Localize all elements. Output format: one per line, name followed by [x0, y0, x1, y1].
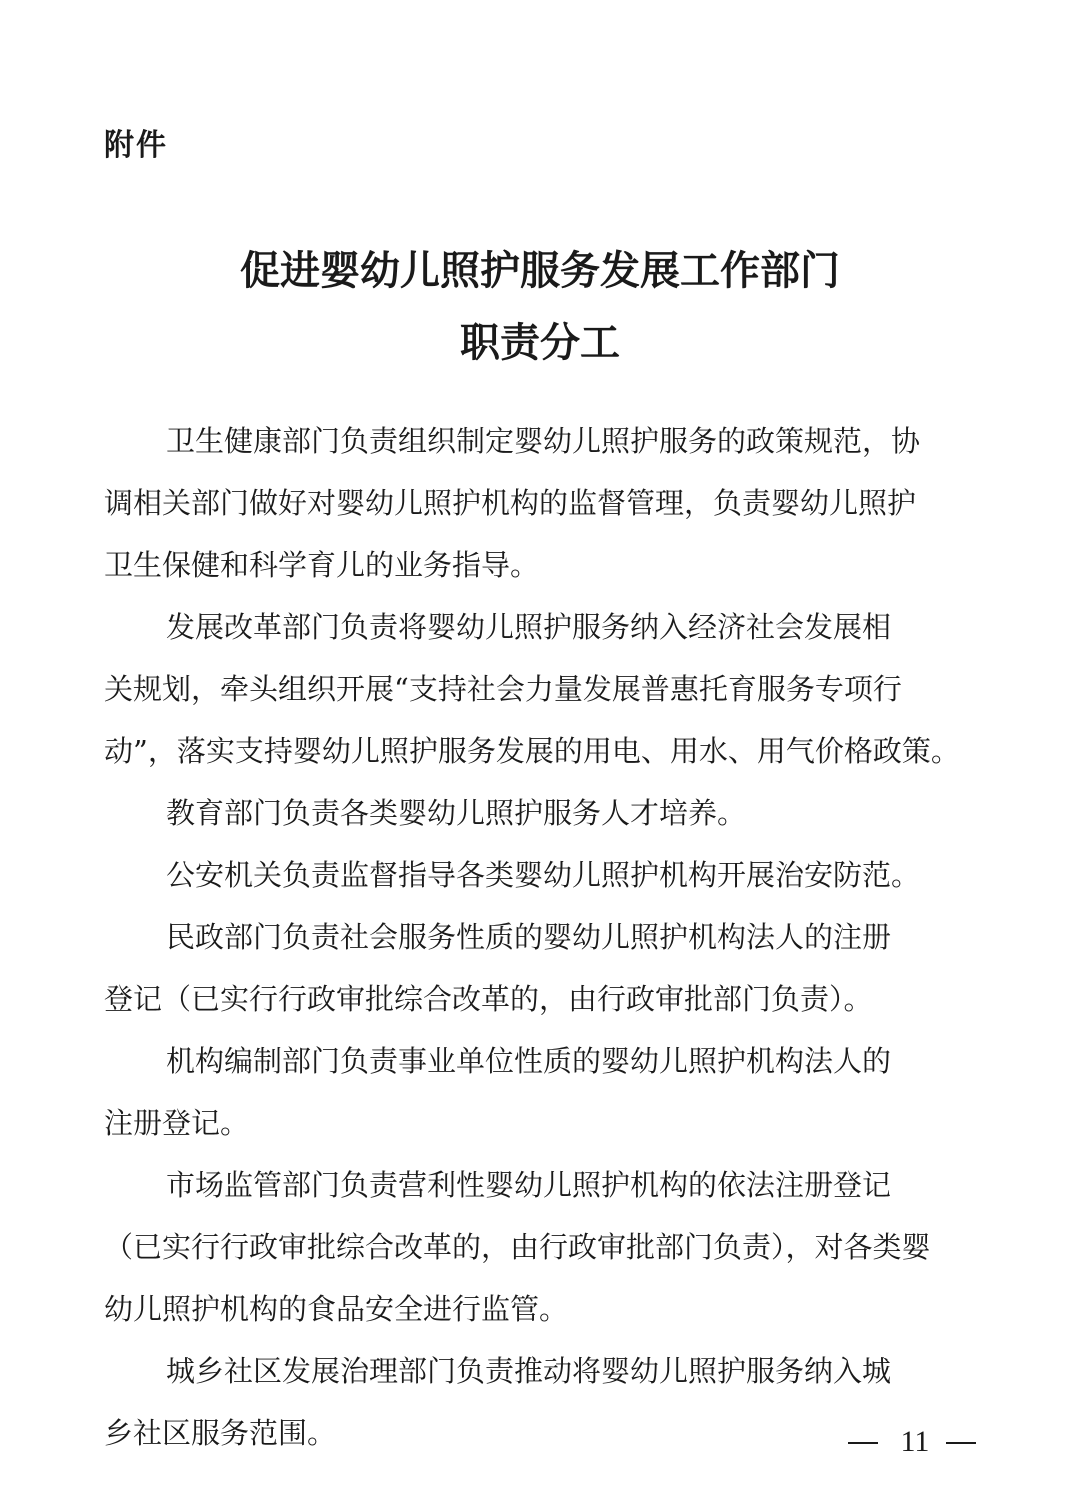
paragraph-line: （已实行行政审批综合改革的，由行政审批部门负责），对各类婴 — [104, 1230, 931, 1264]
paragraph-line: 城乡社区发展治理部门负责推动将婴幼儿照护服务纳入城 — [166, 1354, 892, 1388]
paragraph-line: 调相关部门做好对婴幼儿照护机构的监督管理，负责婴幼儿照护 — [104, 486, 917, 520]
page-number — [0, 1422, 1080, 1462]
paragraph-line: 公安机关负责监督指导各类婴幼儿照护机构开展治安防范。 — [166, 858, 921, 892]
attachment-label: 附件 — [104, 128, 168, 163]
paragraph-line: 卫生健康部门负责组织制定婴幼儿照护服务的政策规范，协 — [166, 424, 921, 458]
document-title-line-2: 职责分工 — [460, 319, 620, 366]
page-number-dash-left — [848, 1442, 878, 1444]
paragraph — [104, 1154, 980, 1340]
paragraph-line: 民政部门负责社会服务性质的婴幼儿照护机构法人的注册 — [166, 920, 892, 954]
paragraph-line: 动”，落实支持婴幼儿照护服务发展的用电、用水、用气价格政策。 — [104, 734, 960, 768]
page-number-value: 11 — [900, 1425, 930, 1458]
paragraph — [104, 844, 980, 906]
paragraph — [104, 410, 980, 596]
document-body — [104, 410, 980, 1464]
paragraph — [104, 596, 980, 782]
paragraph-line: 发展改革部门负责将婴幼儿照护服务纳入经济社会发展相 — [166, 610, 892, 644]
paragraph-line: 乡社区服务范围。 — [104, 1416, 337, 1450]
paragraph-line: 注册登记。 — [104, 1106, 250, 1140]
page-number-dash-right — [946, 1442, 976, 1444]
paragraph-line: 登记（已实行行政审批综合改革的，由行政审批部门负责）。 — [104, 982, 873, 1016]
paragraph — [104, 1030, 980, 1154]
document-title-line-1: 促进婴幼儿照护服务发展工作部门 — [240, 247, 840, 294]
paragraph — [104, 906, 980, 1030]
paragraph-line: 幼儿照护机构的食品安全进行监管。 — [104, 1292, 569, 1326]
paragraph-line: 机构编制部门负责事业单位性质的婴幼儿照护机构法人的 — [166, 1044, 892, 1078]
paragraph — [104, 782, 980, 844]
paragraph-line: 关规划，牵头组织开展“支持社会力量发展普惠托育服务专项行 — [104, 672, 902, 706]
paragraph-line: 市场监管部门负责营利性婴幼儿照护机构的依法注册登记 — [166, 1168, 892, 1202]
paragraph-line: 卫生保健和科学育儿的业务指导。 — [104, 548, 540, 582]
paragraph-line: 教育部门负责各类婴幼儿照护服务人才培养。 — [166, 796, 747, 830]
